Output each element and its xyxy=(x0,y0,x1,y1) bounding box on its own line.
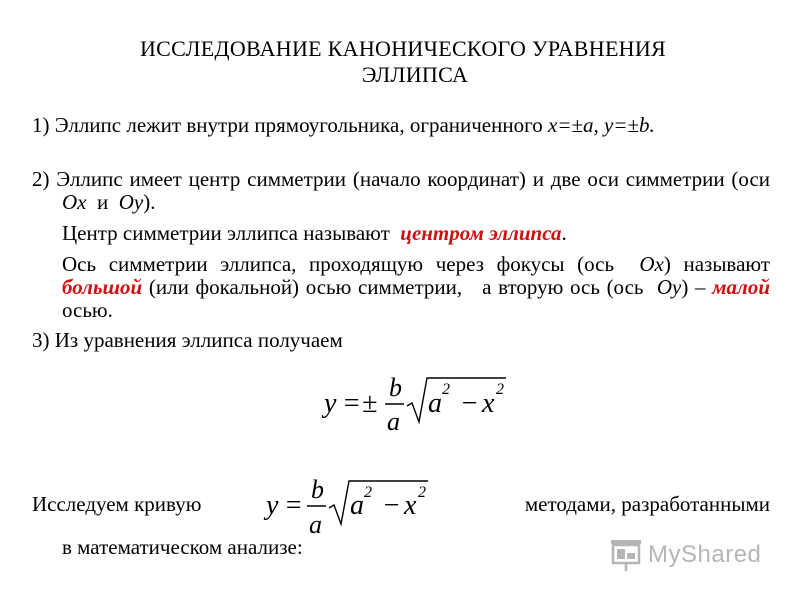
item-1-cond-x: x=±a, xyxy=(547,113,599,137)
myshared-logo xyxy=(608,537,768,573)
axes-text-e: осью. xyxy=(62,298,113,322)
axes-oy: Oy xyxy=(656,275,682,299)
axes-text-d: ) – xyxy=(681,275,713,299)
formula-inline-radicand-a: a xyxy=(350,490,364,521)
item-1 xyxy=(32,114,770,137)
formula-inline-radicand-x: x xyxy=(404,490,417,521)
item-1-text: Эллипс лежит внутри прямоугольника, ограниченного xyxy=(49,113,548,137)
item-2-text-a: Эллипс имеет центр симметрии (начало координат) и две оси симметрии (оси xyxy=(49,167,770,191)
formula-main-plusminus: ± xyxy=(362,388,378,419)
title-line-2: ЭЛЛИПСА xyxy=(361,62,469,87)
formula-inline-exp-a: 2 xyxy=(364,484,372,501)
item-2-and: и xyxy=(86,190,119,214)
axes-text-b: ) называют xyxy=(663,252,770,276)
formula-main-radicand-x: x xyxy=(482,388,495,419)
formula-main-numerator: b xyxy=(389,373,402,402)
formula-inline-exp-x: 2 xyxy=(418,484,426,501)
bottom-tail xyxy=(456,493,770,516)
item-1-cond-y: y=±b. xyxy=(603,113,655,137)
item-2-oy: Oy xyxy=(118,190,144,214)
formula-main-denominator: a xyxy=(387,407,400,436)
logo-text: MyShared xyxy=(648,541,762,568)
major-axis-term: большой xyxy=(62,275,143,299)
item-3-number: 3) xyxy=(32,328,50,352)
item-1-number: 1) xyxy=(32,113,50,137)
bottom-line-2-text: в математическом анализе: xyxy=(62,535,303,559)
axes-text-a: Ось симметрии эллипса, проходящую через фокусы (ось xyxy=(62,252,640,276)
formula-main-exp-x: 2 xyxy=(496,381,504,398)
center-term: центром эллипса xyxy=(400,221,562,245)
center-definition xyxy=(62,222,770,245)
bottom-lead-text: Исследуем кривую xyxy=(32,492,202,516)
item-3-text: Из уравнения эллипса получаем xyxy=(49,328,343,352)
item-2-ox: Ox xyxy=(62,190,87,214)
item-3 xyxy=(32,329,770,352)
formula-inline-denominator: a xyxy=(309,510,322,539)
title-line-1: ИССЛЕДОВАНИЕ КАНОНИЧЕСКОГО УРАВНЕНИЯ xyxy=(139,36,667,61)
center-definition-end: . xyxy=(561,221,567,245)
axes-definition xyxy=(62,253,770,322)
projector-screen-icon xyxy=(608,537,644,573)
item-2-number: 2) xyxy=(32,167,50,191)
formula-main-radicand-a: a xyxy=(428,388,442,419)
formula-inline-equals: = xyxy=(284,490,303,521)
center-definition-text: Центр симметрии эллипса называют xyxy=(62,221,401,245)
formula-main-y: y xyxy=(324,388,337,419)
formula-main-svg xyxy=(322,370,522,440)
formula-main-exp-a: 2 xyxy=(442,381,450,398)
axes-ox: Ox xyxy=(639,252,664,276)
formula-inline-minus: − xyxy=(382,490,401,521)
formula-main-minus: − xyxy=(460,388,479,419)
formula-inline-svg xyxy=(264,476,444,542)
formula-inline-numerator: b xyxy=(311,475,324,504)
formula-main-equals: = xyxy=(342,388,361,419)
item-2-text-b: ). xyxy=(143,190,156,214)
item-2 xyxy=(32,168,770,214)
bottom-tail-text: методами, разработанными xyxy=(524,492,770,516)
minor-axis-term: малой xyxy=(712,275,771,299)
formula-inline-y: y xyxy=(266,490,279,521)
ellipse-formula-inline xyxy=(264,476,444,542)
page-title xyxy=(0,36,800,88)
ellipse-formula-main xyxy=(322,370,522,440)
axes-text-c: (или фокальной) осью симметрии, а вторую ось (ось xyxy=(142,275,657,299)
